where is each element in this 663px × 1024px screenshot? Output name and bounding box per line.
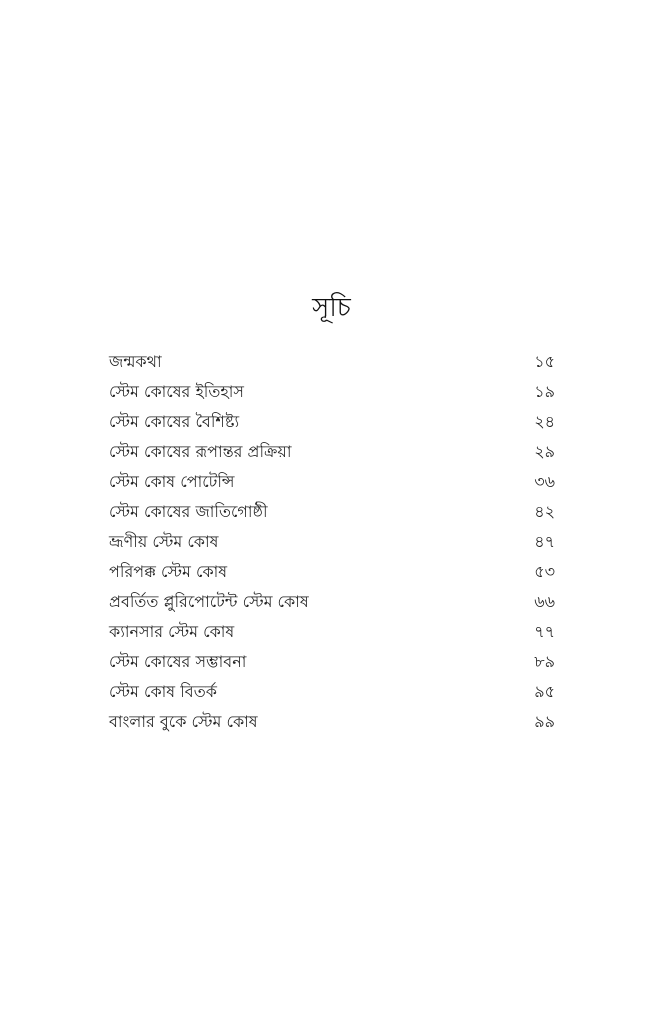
page-title: সূচি [312, 293, 351, 323]
toc-entry[interactable] [109, 557, 555, 587]
toc-entry-label: প্রবর্তিত প্লুরিপোটেন্ট স্টেম কোষ [109, 592, 309, 611]
toc-entry-label: স্টেম কোষ পোটেন্সি [109, 472, 235, 491]
toc-entry-page-number: ৩৬ [534, 472, 555, 491]
toc-entry[interactable] [109, 617, 555, 647]
toc-entry-page-number: ৮৯ [534, 652, 555, 671]
toc-entry-label: বাংলার বুকে স্টেম কোষ [109, 712, 258, 731]
toc-entry-label: ভ্রূণীয় স্টেম কোষ [109, 532, 219, 551]
toc-entry-page-number: ৭৭ [534, 622, 555, 641]
toc-entry[interactable] [109, 707, 555, 737]
toc-entry[interactable] [109, 347, 555, 377]
toc-entry-page-number: ৫৩ [534, 562, 555, 581]
toc-entry-label: স্টেম কোষের ইতিহাস [109, 382, 244, 401]
toc-entry-page-number: ৪৭ [534, 532, 555, 551]
toc-entry-page-number: ২৯ [534, 442, 555, 461]
toc-entry[interactable] [109, 467, 555, 497]
toc-entry-label: স্টেম কোষের জাতিগোষ্ঠী [109, 502, 268, 521]
toc-entry-label: পরিপক্ক স্টেম কোষ [109, 562, 228, 581]
toc-entry[interactable] [109, 647, 555, 677]
toc-entry[interactable] [109, 407, 555, 437]
toc-entry[interactable] [109, 677, 555, 707]
table-of-contents [109, 347, 555, 737]
toc-entry-label: স্টেম কোষ বিতর্ক [109, 682, 217, 701]
toc-entry-page-number: ৬৬ [534, 592, 555, 611]
toc-entry-page-number: ৪২ [534, 502, 555, 521]
toc-entry-page-number: ৯৯ [534, 712, 555, 731]
toc-entry-label: স্টেম কোষের বৈশিষ্ট্য [109, 412, 240, 431]
toc-entry-page-number: ২৪ [534, 412, 555, 431]
toc-entry-label: জন্মকথা [109, 352, 162, 371]
toc-entry-page-number: ১৫ [534, 352, 555, 371]
toc-entry-page-number: ১৯ [534, 382, 555, 401]
toc-entry-label: ক্যানসার স্টেম কোষ [109, 622, 235, 641]
toc-entry-label: স্টেম কোষের রূপান্তর প্রক্রিয়া [109, 442, 292, 461]
toc-entry[interactable] [109, 587, 555, 617]
toc-entry[interactable] [109, 377, 555, 407]
toc-entry-label: স্টেম কোষের সম্ভাবনা [109, 652, 247, 671]
toc-entry-page-number: ৯৫ [534, 682, 555, 701]
toc-entry[interactable] [109, 527, 555, 557]
toc-entry[interactable] [109, 497, 555, 527]
toc-entry[interactable] [109, 437, 555, 467]
